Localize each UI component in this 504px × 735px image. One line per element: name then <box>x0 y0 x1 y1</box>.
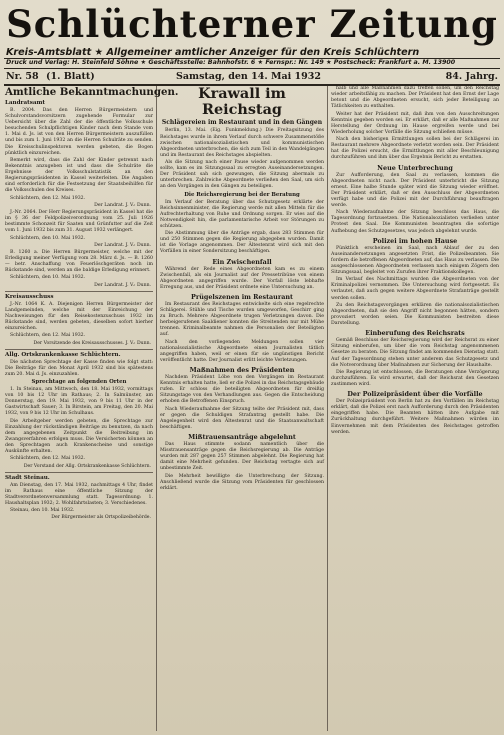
story-paragraph: Während der Rede eines Abgeordneten kam es zu einem Zwischenfall, als ein Journalist auf der Pressetribüne von einem Abgeordneten angegriffen wurde. Der Vorfall löste lebhafte Erregung aus, und der Präsident ordnete eine Untersuchung an. <box>160 266 324 290</box>
masthead-rule-mid <box>4 68 500 69</box>
story-paragraph: Die Regierung ist entschlossen, die Beratungen ohne Verzögerung durchzuführen. Es wird erwartet, daß der Reichsrat den Gesetzen zustimmen wird. <box>331 369 499 388</box>
notice-paragraph: Die nächsten Sprechtage der Kasse finden wie folgt statt: Die Beiträge für den Monat April 1932 sind bis spätestens zum 20. Mai d. Js. einzuzahlen. <box>5 359 153 377</box>
issue-date: Samstag, den 14. Mai 1932 <box>176 71 321 82</box>
masthead-subtitle: Kreis-Amtsblatt ★ Allgemeiner amtlicher Anzeiger für den Kreis Schlüchtern <box>6 47 420 58</box>
notice-paragraph: B. 1260 a. Die Herren Bürgermeister, welche mit der Erledigung meiner Verfügung vom 28. März d. Js. — B. 1260 — betr. Anschaffung von Feuerlöschgeräten noch im Rückstande sind, werden an die baldige Erledigung erinnert. <box>5 249 153 274</box>
story-paragraph: Die Abstimmung über die Anträge ergab, dass 283 Stimmen für und 250 Stimmen gegen die Regierung abgegeben wurden. Damit ist die Vorlage angenommen. Der Ältestenrat wird sich mit den Vorfällen in einer Sondersitzung beschäftigen. <box>160 231 324 255</box>
story-paragraph: Das Haus stimmte sodann namentlich über die Misstrauensanträge gegen die Reichsregierung ab. Die Anträge wurden mit 287 gegen 257 Stimmen abgelehnt. Die Regierung hat damit eine Mehrheit gefunden. Der Reichstag vertagte sich auf unbestimmte Zeit. <box>160 442 324 472</box>
story-paragraph: Nach Wiederaufnahme der Sitzung beschloss das Haus, die Tagesordnung fortzusetzen. Die Nationalsozialisten verließen unter Protest den Saal. Die Kommunisten beantragten die sofortige Aufhebung des Schutzgesetzes, was jedoch abgelehnt wurde. <box>331 210 499 234</box>
story-paragraph: Berlin, 13. Mai. (Eig. Funkmeldung.) Die Freitagsitzung des Reichstages wurde in ihrem Verlauf durch schwere Zusammenstöße zwischen nationalsozialistischen und kommunistischen Abgeordneten unterbrochen, die sich zum Teil in den Wandelgängen und im Restaurant des Reichstages abspielten. <box>160 128 324 158</box>
story-paragraph: Im Restaurant des Reichstages entwickelte sich eine regelrechte Schlägerei. Stühle und Tische wurden umgeworfen, Geschirr ging zu Bruch. Mehrere Abgeordnete trugen Verletzungen davon. Die herbeigerufenen Saaldiener konnten die Streitenden nur mit Mühe trennen. Kriminalbeamte nahmen die Personalien der Beteiligten auf. <box>160 301 324 338</box>
notice-date: Schlüchtern, den 12. Mai 1932. <box>10 333 86 339</box>
story-section-heading: Polizei im hohen Hause <box>372 236 458 245</box>
notice-date: Schlüchtern, den 12. Mai 1932. <box>10 456 86 462</box>
main-subheadline: Schlägereien im Restaurant und in den Gängen <box>161 119 323 126</box>
story-paragraph: Nach den vorliegenden Meldungen sollen vier nationalsozialistische Abgeordnete einen Journalisten tätlich angegriffen haben, weil er einen für sie ungünstigen Bericht veröffentlicht hatte. Der Journalist erlitt leichte Verletzungen. <box>160 339 324 363</box>
story-paragraph: Nachdem Präsident Löbe von den Vorgängen im Restaurant Kenntnis erhalten hatte, ließ er die Polizei in das Reichstagsgebäude rufen. Er schloss die beteiligten Abgeordneten für dreißig Sitzungstage von den Verhandlungen aus. Gegen die Entscheidung erhoben die Betroffenen Einspruch. <box>160 375 324 405</box>
notice-paragraph: 1. In Steinau, am Mittwoch, den 18. Mai 1932, vormittags von 10 bis 12 Uhr im Rathaus; 2. In Salmünster, am Donnerstag, den 19. Mai 1932, von 9 bis 11 Uhr in der Gastwirtschaft Sauer; 3. In Birstein, am Freitag, den 20. Mai 1932, von 9 bis 12 Uhr im Schulhaus. <box>5 386 153 417</box>
masthead-publisher: Druck und Verlag: H. Steinfeld Söhne ★ Geschäftsstelle: Bahnhofstr. 6 ★ Fernspr.: Nr. 149 ★ Postscheck: Frankfurt a. M. 13900 <box>6 59 456 66</box>
story-section-heading: Einberufung des Reichsrats <box>365 329 465 338</box>
dateline <box>6 70 498 83</box>
story-paragraph: halb und alle Maßnahmen dazu treffen sollen, um den Reichstag wieder arbeitsfähig zu machen. Der Präsident hat den Ernst der Lage betont und die Abgeordneten ersucht, sich jeder Beteiligung an Tätlichkeiten zu enthalten. <box>331 86 499 110</box>
notice-date: Schlüchtern, den 12. Mai 1932. <box>10 195 86 201</box>
main-headline: Krawall im Reichstag <box>198 85 286 118</box>
story-paragraph: Die Mehrheit bewilligte die Unterbrechung der Sitzung. Anschließend wurde die Sitzung vom Präsidenten für geschlossen erklärt. <box>160 473 324 491</box>
story-section-heading: Ein Zwischenfall <box>212 257 272 266</box>
notice-signature: Der Vorstand der Allg. Ortskrankenkasse Schlüchtern. <box>23 463 151 469</box>
section-kreisausschuss: Kreisausschuss <box>5 293 54 300</box>
notice-paragraph: Am Dienstag, den 17. Mai 1932, nachmittags 4 Uhr, findet im Rathaus eine öffentliche Sitzung der Stadtverordnetenversammlung statt. Tagesordnung: 1. Haushaltsplan 1932; 2. Wohlfahrtslasten; 3. Verschiedenes. <box>5 482 153 506</box>
story-paragraph: Nach den bisherigen Ermittlungen sollen bei der Schlägerei im Restaurant mehrere Abgeordnete verletzt worden sein. Der Präsident hat die Polizei ersucht, die Ermittlungen mit aller Beschleunigung durchzuführen und ihm über das Ergebnis Bericht zu erstatten. <box>331 137 499 161</box>
masthead-rule-top <box>4 58 500 59</box>
column-official-notices <box>5 86 179 731</box>
issue-year: 84. Jahrg. <box>445 71 498 82</box>
notice-paragraph: J.-Nr. 2064. Der Herr Regierungspräsident in Kassel hat die im § 36 der Feldpolizeiverordnung vom 25. Juli 1926 bestimmte Schonzeit für Saaten und Grünfutter auf die Zeit vom 1. Juni 1932 bis zum 31. August 1932 verlängert. <box>5 209 153 234</box>
notice-paragraph: Bemerkt wird, dass die Zahl der Kinder getrennt nach Bekenntnis anzugeben ist und dass die Schulräte die Ergebnisse der Volksschulstatistik an den Regierungspräsidenten in Kassel weiterleiten. Die Angaben sind erforderlich für die Festsetzung der Staatsbeihilfen für die Volksschulen des Kreises. <box>5 157 153 194</box>
story-paragraph: Pünktlich erscheinen im Saal, nach Ablauf der zu den Auseinandersetzungen angesetzten Frist, die Polizeibeamten. Sie fordern die betroffenen Abgeordneten auf, das Haus zu verlassen. Die ausgeschlossenen Abgeordneten verlassen nach einigem Zögern den Sitzungssaal, begleitet von Zurufen ihrer Fraktionskollegen. <box>331 245 499 275</box>
story-section-heading: Die Reichsregierung bei der Beratung <box>184 192 300 199</box>
notice-signature: Der Landrat. J. V.: Dunn. <box>94 202 151 208</box>
story-paragraph: Im Verlauf der Beratung über das Schutzgesetz erklärte der Reichsinnenminister, die Regierung werde mit allen Mitteln für die Aufrechterhaltung von Ruhe und Ordnung sorgen. Er wies auf die Notwendigkeit hin, die parlamentarische Arbeit vor Störungen zu schützen. <box>160 199 324 229</box>
story-section-heading: Prügelszenen im Restaurant <box>191 292 293 301</box>
notice-signature: Der Landrat. J. V.: Dunn. <box>94 282 151 288</box>
notice-paragraph: J.-Nr. 1064 K. A. Diejenigen Herren Bürgermeister der Landgemeinden, welche mit der Einreichung der Nachweisungen für den Reisekostenzuschuss 1932 im Rückstande sind, werden gebeten, dieselben sofort hierher einzureichen. <box>5 301 153 332</box>
column-divider-1 <box>156 86 157 731</box>
notice-signature: Der Vorsitzende des Kreisausschusses. J. V.: Dunn. <box>33 340 151 346</box>
notice-date: Steinau, den 10. Mai 1932. <box>10 508 75 514</box>
section-ortskrankenkasse: Allg. Ortskrankenkasse Schlüchtern. <box>5 351 121 358</box>
column-story-continued <box>331 86 499 731</box>
story-paragraph: Als die Sitzung nach einer Pause wieder aufgenommen werden sollte, kam es im Sitzungssaal zu erregten Auseinandersetzungen. Der Präsident sah sich gezwungen, die Sitzung abermals zu unterbrechen. Zahlreiche Abgeordnete verließen den Saal, um sich an den Vorgängen in den Gängen zu beteiligen. <box>160 160 324 190</box>
section-rule <box>5 472 153 473</box>
story-paragraph: Gemäß Beschluss der Reichsregierung wird der Reichsrat zu einer Sitzung einberufen, um über die vom Reichstag angenommenen Gesetze zu beraten. Die Sitzung findet am kommenden Dienstag statt. Auf der Tagesordnung stehen unter anderem das Schutzgesetz und die Notverordnung über Maßnahmen zur Sicherung der Haushalte. <box>331 338 499 368</box>
notice-paragraph: B. 2004. Das den Herren Bürgermeistern und Schulvorstandsvorsitzern zugehende Formular zur Uebersicht über die Zahl der die öffentliche Volksschule besuchenden Schulpflichtigen Kinder nach dem Stande vom 1. Mai d. Js. ist von den Herren Bürgermeistern auszufüllen und bis zum 1. Juni 1932 an die Herren Schulräte zu senden. Die Kreisschulinspektoren werden gebeten, die Bogen pünktlich einzureichen. <box>5 108 153 156</box>
story-paragraph: Zu den Reichstagsvorgängen erklären die nationalsozialistischen Abgeordneten, daß sie den Angriff nicht begonnen hätten, sondern provoziert worden seien. Die Kommunisten bestreiten diese Darstellung. <box>331 302 499 327</box>
story-paragraph: Der Polizeipräsident von Berlin hat zu den Vorfällen im Reichstag erklärt, daß die Polizei erst nach Aufforderung durch den Präsidenten eingegriffen habe. Die Beamten hätten ihre Aufgabe mit Zurückhaltung durchgeführt. Weitere Maßnahmen würden im Einvernehmen mit dem Präsidenten des Reichstages getroffen werden. <box>331 399 499 435</box>
notices-heading: Amtliche Bekanntmachungen. <box>5 86 179 98</box>
story-paragraph: Weiter hat der Präsident mit, daß ihm von den Ausschreitungen Kenntnis gegeben worden sei. Er erklärt, daß er alle Maßnahmen zur Herstellung der Ordnung im Hause ergreifen werde und bei Wiederholung solcher Vorfälle die Sitzung schließen müsse. <box>331 111 499 135</box>
section-rule <box>5 291 153 292</box>
story-section-heading: Mißtrauensanträge abgelehnt <box>188 433 296 442</box>
story-section-heading: Neue Unterbrechung <box>377 163 453 172</box>
section-rule <box>5 349 153 350</box>
notice-date: Schlüchtern, den 10. Mai 1932. <box>10 275 86 281</box>
story-section-heading: Der Polizeipräsident über die Vorfälle <box>347 390 483 399</box>
section-stadt-steinau: Stadt Steinau. <box>5 474 50 481</box>
section-landratsamt: Landratsamt <box>5 100 45 106</box>
notice-signature: Der Bürgermeister als Ortspolizeibehörde. <box>51 515 151 521</box>
column-divider-2 <box>327 86 328 731</box>
masthead-title: Schlüchterner Zeitung <box>6 2 498 46</box>
story-paragraph: Zur Aufforderung, den Saal zu verlassen, kommen die Abgeordneten nicht nach. Der Präsident unterbricht die Sitzung erneut. Eine halbe Stunde später wird die Sitzung wieder eröffnet. Der Präsident erklärt, daß er den Ausschluss der Abgeordneten verfügt habe und die Polizei mit der Durchführung beauftragen werde. <box>331 172 499 208</box>
section-sprechtage: Sprechtage an folgenden Orten <box>31 379 127 386</box>
story-paragraph: Im Verlauf des Nachmittags wurden die Abgeordneten von der Kriminalpolizei vernommen. Die Untersuchung wird fortgesetzt. Es verlautet, daß auch gegen weitere Abgeordnete Strafanträge gestellt werden sollen. <box>331 277 499 301</box>
story-section-heading: Maßnahmen des Präsidenten <box>189 366 295 375</box>
issue-sheet: (1. Blatt) <box>46 71 95 82</box>
story-paragraph: Nach Wiederaufnahme der Sitzung teilte der Präsident mit, dass er gegen die Schuldigen Strafantrag gestellt habe. Die Angelegenheit wird den Ältestenrat und die Staatsanwaltschaft beschäftigen. <box>160 406 324 430</box>
issue-number: Nr. 58 <box>6 71 39 82</box>
notice-signature: Der Landrat. J. V.: Dunn. <box>94 242 151 248</box>
notice-date: Schlüchtern, den 10. Mai 1932. <box>10 235 86 241</box>
notice-paragraph: Die Arbeitgeber werden gebeten, die Sprechtage zur Einzahlung der rückständigen Beiträge zu benutzen, da nach dem angegebenen Zeitpunkt die Beitreibung im Zwangsverfahren erfolgen muss. Die Versicherten können an den Sprechtagen auch Krankenscheine und sonstige Auskünfte erhalten. <box>5 418 153 454</box>
column-main-story <box>160 86 324 731</box>
